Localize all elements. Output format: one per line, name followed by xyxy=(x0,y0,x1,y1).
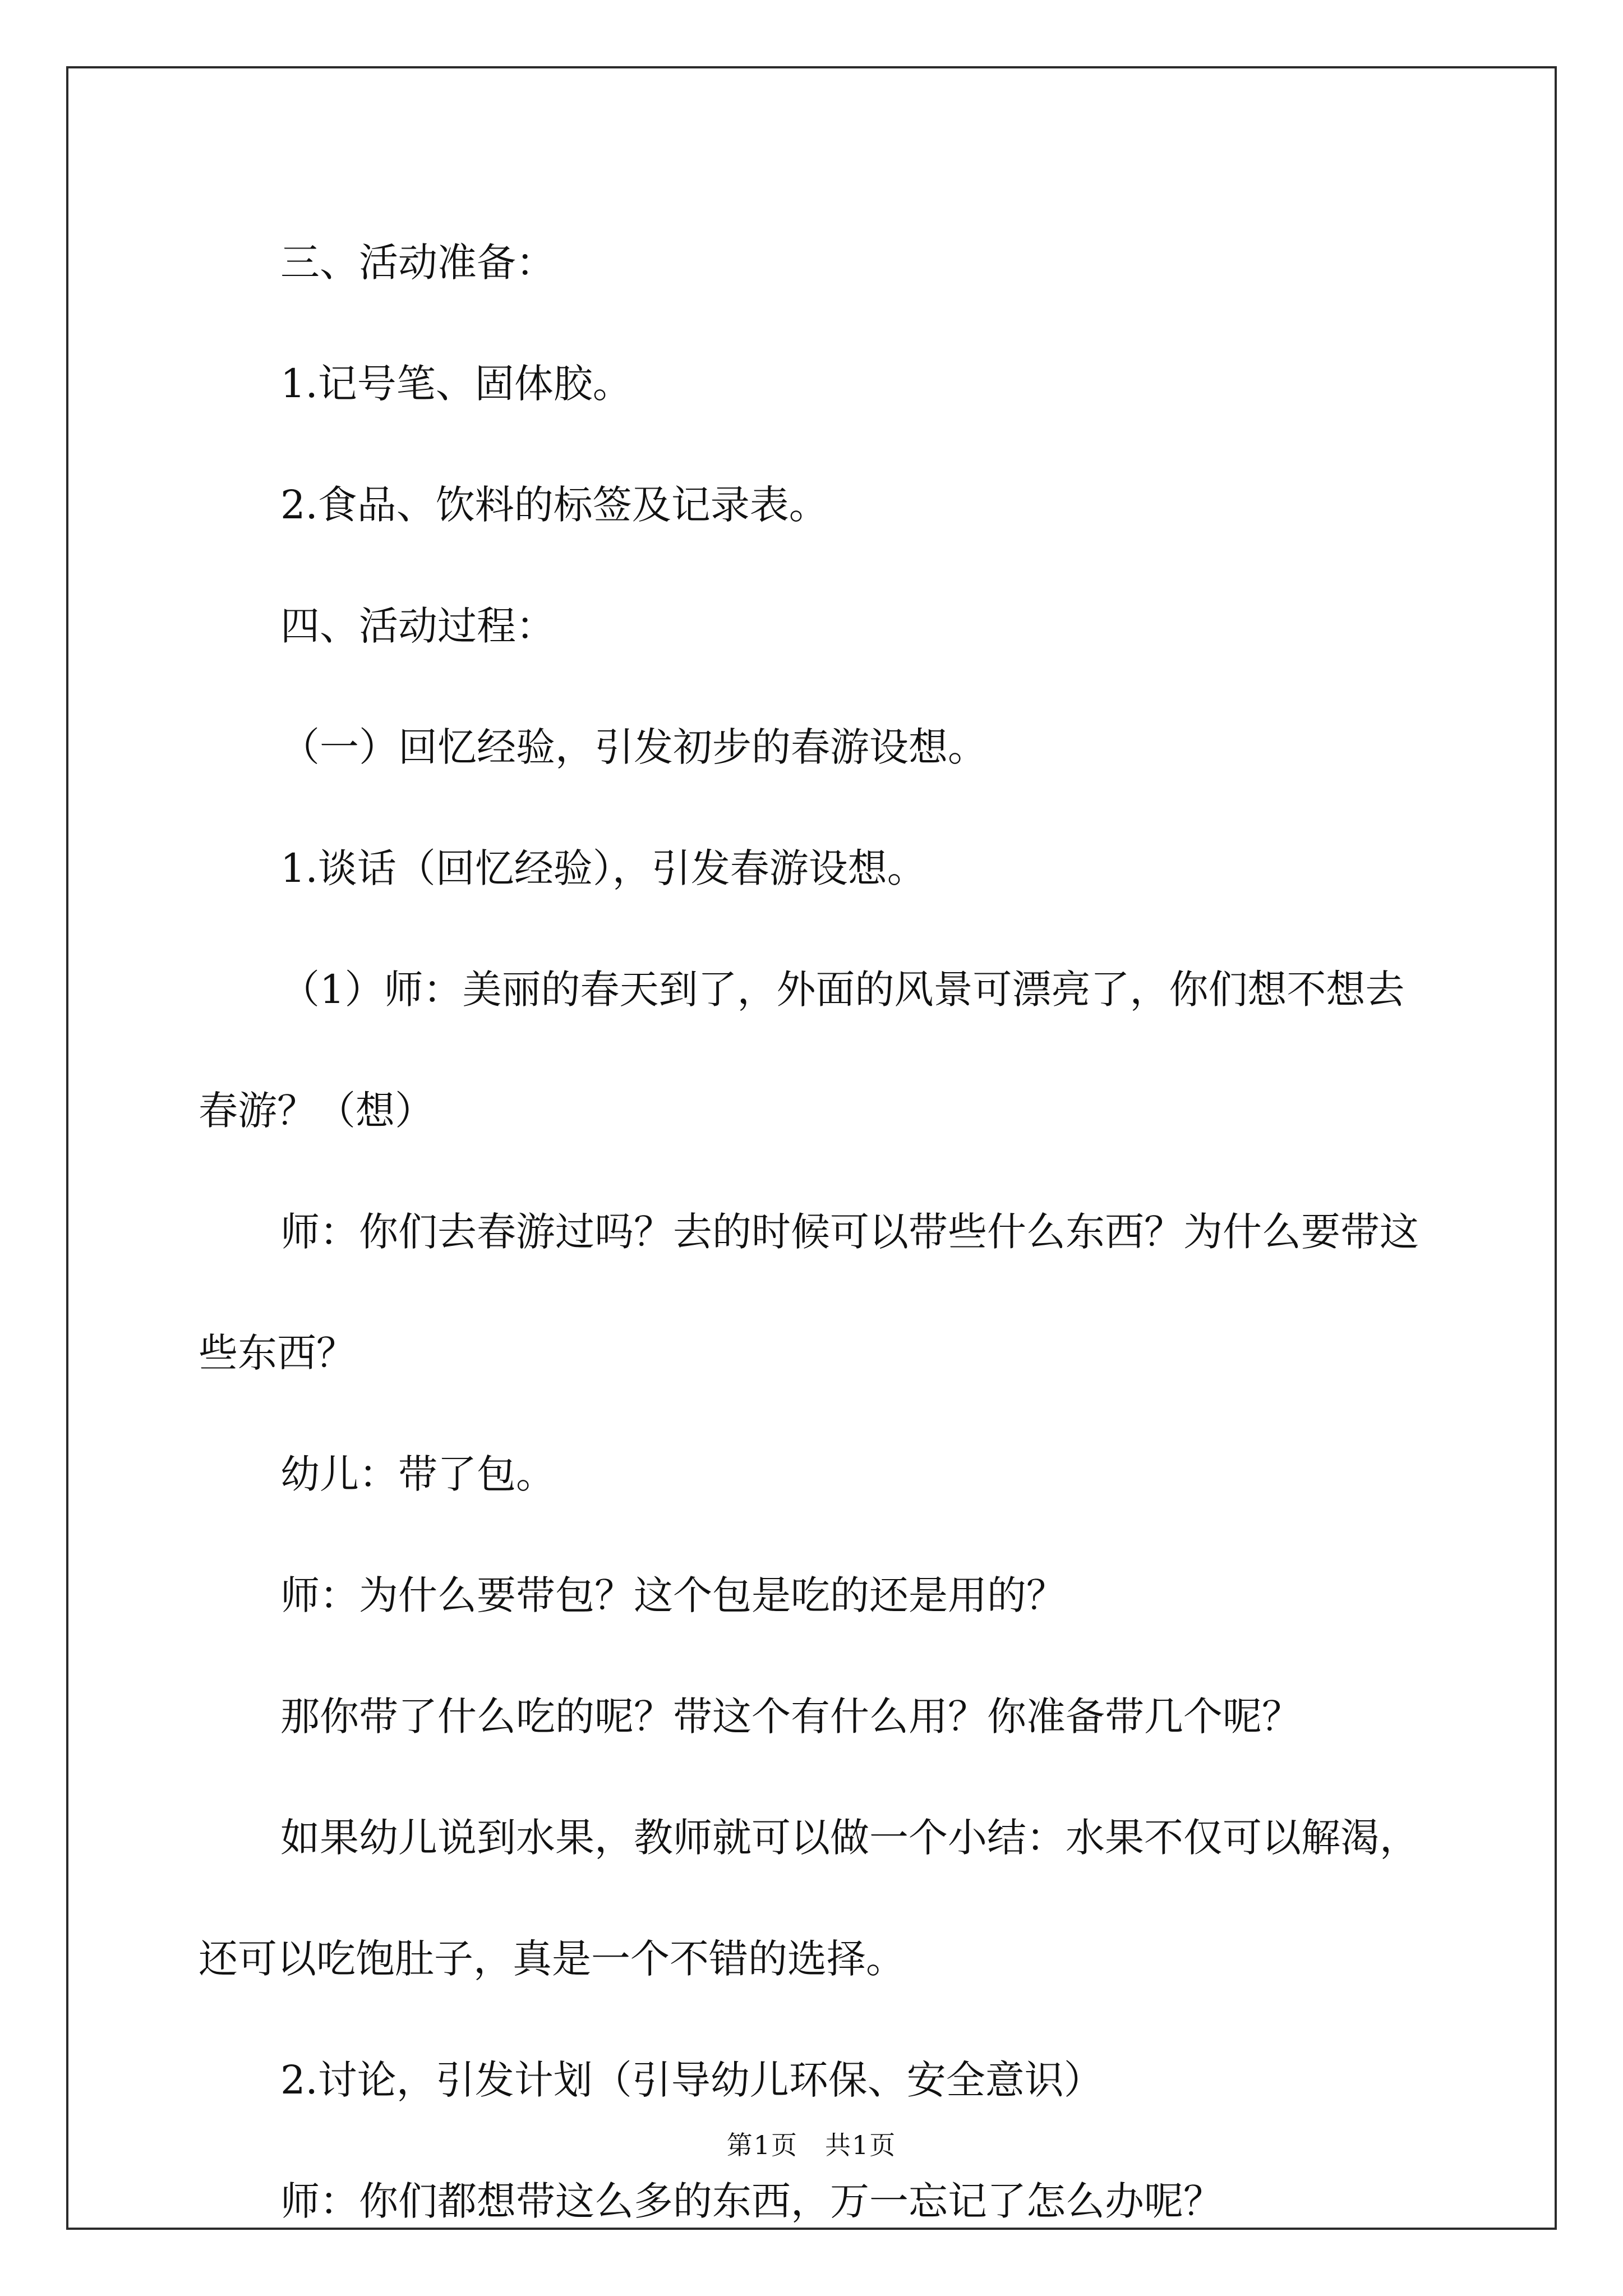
paragraph: （1）师：美丽的春天到了，外面的风景可漂亮了，你们想不想去春游？（想） xyxy=(199,967,1405,1134)
paragraph: 1.记号笔、固体胶。 xyxy=(280,361,632,407)
paragraph: 那你带了什么吃的呢？带这个有什么用？你准备带几个呢？ xyxy=(280,1694,1301,1740)
paragraph: 1.谈话（回忆经验），引发春游设想。 xyxy=(280,845,926,891)
paragraph: 师：你们去春游过吗？去的时候可以带些什么东西？为什么要带这些东西？ xyxy=(199,1209,1419,1376)
paragraph: 幼儿：带了包。 xyxy=(280,1451,555,1497)
paragraph: 师：你们都想带这么多的东西，万一忘记了怎么办呢？ xyxy=(280,2178,1223,2224)
paragraph: 2.食品、饮料的标签及记录表。 xyxy=(280,482,828,528)
page-footer: 第1页 共1页 xyxy=(726,2130,897,2160)
paragraph: 如果幼儿说到水果，教师就可以做一个小结：水果不仅可以解渴，还可以吃饱肚子，真是一个不错的选择。 xyxy=(199,1815,1419,1982)
paragraph: 三、活动准备： xyxy=(280,240,555,286)
paragraph: 师：为什么要带包？这个包是吃的还是用的？ xyxy=(280,1572,1066,1618)
paragraph: 2.讨论，引发计划（引导幼儿环保、安全意识） xyxy=(280,2057,1103,2103)
document-body xyxy=(199,202,1432,2262)
paragraph: （一）回忆经验，引发初步的春游设想。 xyxy=(280,724,987,770)
paragraph: 四、活动过程： xyxy=(280,603,555,649)
